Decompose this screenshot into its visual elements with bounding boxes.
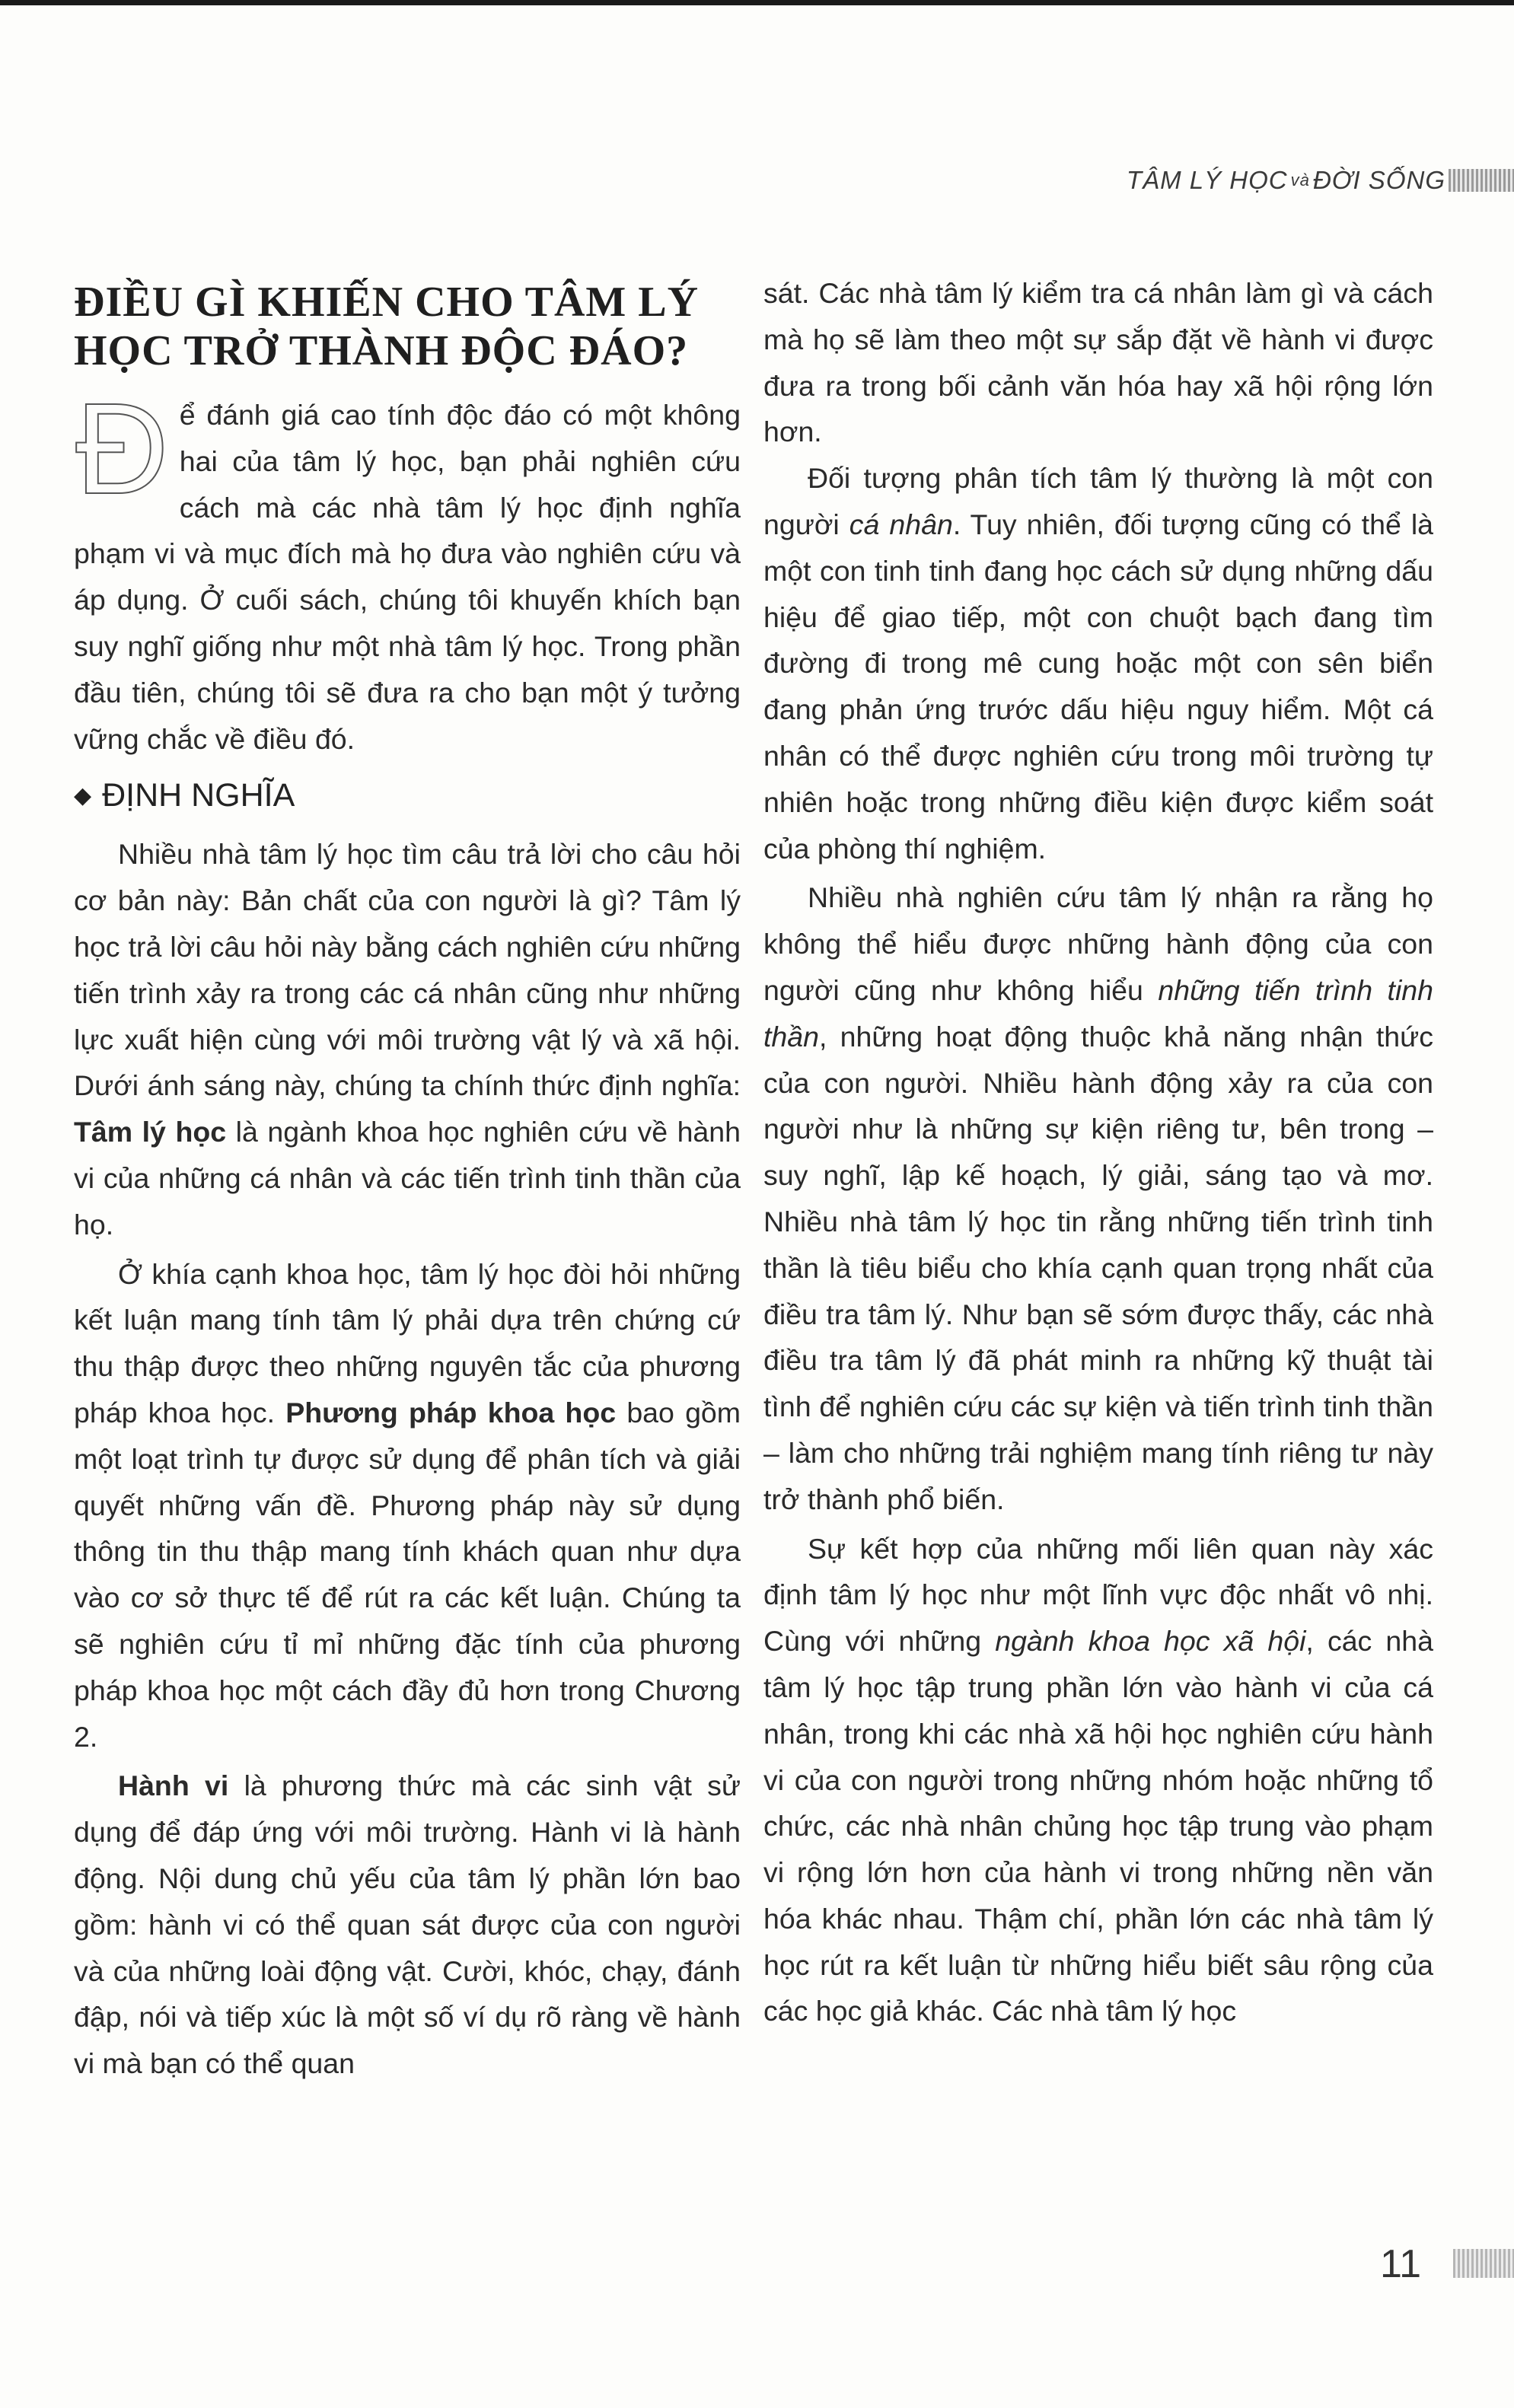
running-header bbox=[1127, 166, 1445, 195]
paragraph-combination bbox=[763, 1526, 1433, 2035]
paragraph-subject bbox=[763, 455, 1433, 871]
paragraph-text: là ngành khoa học nghiên cứu về hành vi của những cá nhân và các tiến trình tinh thần của họ. bbox=[74, 1116, 741, 1241]
paragraph-behavior bbox=[74, 1763, 741, 2087]
emphasis-ca-nhan: cá nhân bbox=[849, 508, 953, 540]
term-hanh-vi: Hành vi bbox=[118, 1769, 229, 1802]
running-title-connector: và bbox=[1290, 170, 1310, 190]
right-column bbox=[763, 270, 1433, 2034]
running-title-part1: TÂM LÝ HỌC bbox=[1126, 166, 1288, 194]
page-number: 11 bbox=[1380, 2242, 1421, 2286]
term-tam-ly-hoc: Tâm lý học bbox=[74, 1116, 227, 1148]
title-line-2: HỌC TRỞ THÀNH ĐỘC ĐÁO? bbox=[74, 327, 689, 374]
paragraph-scientific-method bbox=[74, 1251, 741, 1760]
paragraph-definition bbox=[74, 831, 741, 1247]
paragraph-text: là phương thức mà các sinh vật sử dụng để đáp ứng với môi trường. Hành vi là hành động. Nội dung chủ yếu của tâm lý phần lớn bao gồm: hành vi có thể quan sát được của con người và của những loài động vật. Cười, khóc, chạy, đánh đập, nói và tiếp xúc là một số ví dụ rõ ràng về hành vi mà bạn có thể quan bbox=[74, 1769, 741, 2080]
left-column bbox=[74, 270, 741, 2087]
paragraph-continued bbox=[763, 270, 1433, 455]
intro-paragraph bbox=[74, 377, 741, 762]
title-line-1: ĐIỀU GÌ KHIẾN CHO TÂM LÝ bbox=[74, 279, 700, 326]
top-rule bbox=[0, 0, 1514, 5]
subheading bbox=[74, 772, 741, 822]
paragraph-text: , các nhà tâm lý học tập trung phần lớn vào hành vi của cá nhân, trong khi các nhà xã hội học nghiên cứu hành vi của con người trong những nhóm hoặc những tổ chức, các nhà nhân chủng học tập trung vào phạm vi rộng lớn hơn của hành vi trong những nền văn hóa khác nhau. Thậm chí, phần lớn các nhà tâm lý học rút ra kết luận từ những hiểu biết sâu rộng của các học giả khác. Các nhà tâm lý học bbox=[763, 1625, 1433, 2027]
paragraph-text: sát. Các nhà tâm lý kiểm tra cá nhân làm gì và cách mà họ sẽ làm theo một sự sắp đặt về hành vi được đưa ra trong bối cảnh văn hóa hay xã hội rộng lớn hơn. bbox=[763, 277, 1433, 448]
paragraph-text: Sự kết hợp của những mối liên quan này xác định tâm lý học như một lĩnh vực độc nhất vô nhị. Cùng với những bbox=[763, 1532, 1433, 1658]
paragraph-text: . Tuy nhiên, đối tượng cũng có thể là một con tinh tinh đang học cách sử dụng những dấu hiệu để giao tiếp, một con chuột bạch đang tìm đường đi trong mê cung hoặc một con sên biển đang phản ứng trước dấu hiệu nguy hiểm. Một cá nhân có thể được nghiên cứu trong môi trường tự nhiên hoặc trong những điều kiện được kiểm soát của phòng thí nghiệm. bbox=[763, 508, 1434, 865]
intro-text: ể đánh giá cao tính độc đáo có một không hai của tâm lý học, bạn phải nghiên cứu cách mà các nhà tâm lý học định nghĩa phạm vi và mục đích mà họ đưa vào nghiên cứu và áp dụng. Ở cuối sách, chúng tôi khuyến khích bạn suy nghĩ giống như một nhà tâm lý học. Trong phần đầu tiên, chúng tôi sẽ đưa ra cho bạn một ý tưởng vững chắc về điều đó. bbox=[74, 399, 741, 755]
paragraph-text: , những hoạt động thuộc khả năng nhận thức của con người. Nhiều hành động xảy ra của con người như là những sự kiện riêng tư, bên trong – suy nghĩ, lập kế hoạch, lý giải, sáng tạo và mơ. Nhiều nhà tâm lý học tin rằng những tiến trình tinh thần là tiêu biểu cho khía cạnh quan trọng nhất của điều tra tâm lý. Như bạn sẽ sớm được thấy, các nhà điều tra tâm lý đã phát minh ra những kỹ thuật tài tình để nghiên cứu các sự kiện và tiến trình tinh thần – làm cho những trải nghiệm mang tính riêng tư này trở thành phổ biến. bbox=[763, 1020, 1433, 1515]
emphasis-tien-trinh-tinh-than: những tiến trình tinh thần bbox=[763, 973, 1434, 1053]
running-title-part2: ĐỜI SỐNG bbox=[1312, 166, 1445, 194]
paragraph-text: Nhiều nhà tâm lý học tìm câu trả lời cho câu hỏi cơ bản này: Bản chất của con người là gì? Tâm lý học trả lời câu hỏi này bằng cách nghiên cứu những tiến trình xảy ra trong các cá nhân cũng như những lực xuất hiện cùng với môi trường vật lý và xã hội. Dưới ánh sáng này, chúng ta chính thức định nghĩa: bbox=[74, 838, 741, 1102]
diamond-bullet-icon: ◆ bbox=[74, 783, 92, 809]
section-title bbox=[74, 278, 741, 375]
emphasis-khoa-hoc-xa-hoi: ngành khoa học xã hội bbox=[995, 1625, 1306, 1658]
paragraph-text: Ở khía cạnh khoa học, tâm lý học đòi hỏi những kết luận mang tính tâm lý phải dựa trên chứng cứ thu thập được theo những nguyên tắc của phương pháp khoa học. bbox=[74, 1257, 741, 1429]
paragraph-text: bao gồm một loạt trình tự được sử dụng để phân tích và giải quyết những vấn đề. Phương pháp này sử dụng thông tin thu thập mang tính khách quan như dựa vào cơ sở thực tế để rút ra các kết luận. Chúng ta sẽ nghiên cứu tỉ mỉ những đặc tính của phương pháp khoa học một cách đầy đủ hơn trong Chương 2. bbox=[74, 1396, 741, 1753]
paragraph-text: Nhiều nhà nghiên cứu tâm lý nhận ra rằng họ không thể hiểu được những hành động của con người cũng như không hiểu bbox=[763, 881, 1433, 1006]
header-decoration bbox=[1449, 169, 1514, 192]
footer-decoration bbox=[1453, 2249, 1514, 2278]
term-phuong-phap-khoa-hoc: Phương pháp khoa học bbox=[285, 1396, 617, 1429]
drop-cap: Đ bbox=[75, 377, 169, 521]
paragraph-mental-processes bbox=[763, 874, 1433, 1522]
paragraph-text: Đối tượng phân tích tâm lý thường là một con người bbox=[763, 462, 1433, 540]
subheading-text: ĐỊNH NGHĨA bbox=[102, 777, 295, 814]
